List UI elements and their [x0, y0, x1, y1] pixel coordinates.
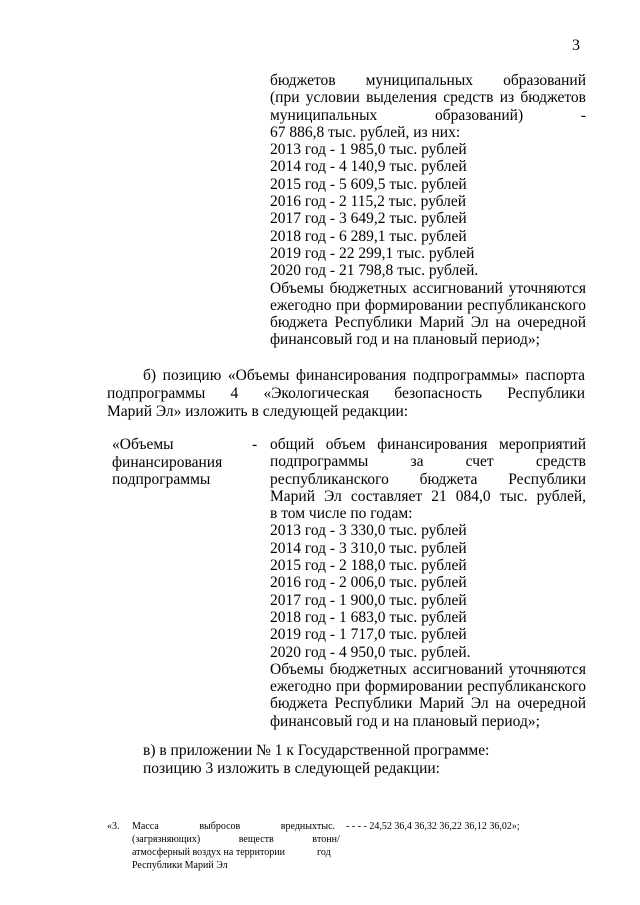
- page-number: 3: [572, 37, 580, 54]
- text-line: бюджета Республики Марий Эл на очередной: [270, 695, 586, 713]
- label-line: финансирования: [112, 453, 223, 471]
- name-line: Масса выбросов вредных: [132, 821, 317, 832]
- year-line-2014: 2014 год - 4 140,9 тыс. рублей: [270, 158, 467, 176]
- text-line: Объемы бюджетных ассигнований уточняются: [270, 660, 586, 678]
- text-line: подпрограммы 4 «Экологическая безопасность Республики: [107, 384, 585, 402]
- text-line: Объемы бюджетных ассигнований уточняются: [270, 279, 586, 297]
- year-line-2013: 2013 год - 3 330,0 тыс. рублей: [270, 522, 467, 540]
- text-line: ежегодно при формировании республиканского: [270, 296, 586, 314]
- text-line: [270, 72, 586, 89]
- name-line: атмосферный воздух на территории: [132, 847, 285, 858]
- text-line: бюджета Республики Марий Эл на очередной: [270, 314, 586, 332]
- year-line-2019: 2019 год - 22 299,1 тыс. рублей: [270, 244, 475, 262]
- year-line-2015: 2015 год - 2 188,0 тыс. рублей: [270, 557, 467, 575]
- year-line-2017: 2017 год - 3 649,2 тыс. рублей: [270, 210, 467, 228]
- name-line: Республики Марий Эл: [132, 860, 228, 871]
- year-line-2020: 2020 год - 21 798,8 тыс. рублей.: [270, 262, 479, 280]
- year-line-2020: 2020 год - 4 950,0 тыс. рублей.: [270, 643, 471, 661]
- year-line-2016: 2016 год - 2 006,0 тыс. рублей: [270, 574, 467, 592]
- row-number: «3.: [107, 821, 120, 832]
- year-line-2015: 2015 год - 5 609,5 тыс. рублей: [270, 175, 467, 193]
- indicator-values: - - - - 24,52 36,4 36,32 36,22 36,12 36,02»;: [346, 821, 520, 832]
- text-line: общий объем финансирования мероприятий: [270, 436, 586, 453]
- text-line: 67 886,8 тыс. рублей, из них:: [270, 123, 461, 141]
- text-line: Марий Эл» изложить в следующей редакции:: [107, 402, 409, 420]
- text-line: финансовый год и на плановый период»;: [270, 712, 540, 730]
- text-line: в) в приложении № 1 к Государственной программе:: [143, 742, 490, 759]
- unit-line: тыс.: [317, 821, 336, 832]
- paragraph-v: [143, 742, 583, 778]
- text-line: бюджетов муниципальных образований: [270, 72, 586, 89]
- year-line-2019: 2019 год - 1 717,0 тыс. рублей: [270, 626, 467, 644]
- paragraph-b: [107, 367, 585, 420]
- text-line: муниципальных образований) -: [270, 106, 586, 124]
- year-line-2014: 2014 год - 3 310,0 тыс. рублей: [270, 539, 467, 557]
- text-line: позицию 3 изложить в следующей редакции:: [143, 759, 440, 777]
- indicator-name: [132, 820, 330, 872]
- text-line: ежегодно при формировании республиканского: [270, 678, 586, 696]
- text-line: в том числе по годам:: [270, 505, 413, 523]
- year-line-2013: 2013 год - 1 985,0 тыс. рублей: [270, 141, 467, 159]
- text-line: (при условии выделения средств из бюджетов: [270, 89, 586, 107]
- unit-of-measure: [317, 820, 347, 859]
- dash-separator: -: [252, 436, 258, 453]
- funding-block-municipal: [270, 72, 586, 349]
- year-line-2017: 2017 год - 1 900,0 тыс. рублей: [270, 591, 467, 609]
- unit-line: тонн/: [317, 834, 340, 845]
- text-line: финансовый год и на плановый период»;: [270, 331, 540, 349]
- label-line: подпрограммы: [112, 471, 211, 489]
- label-line: «Объемы: [112, 436, 174, 453]
- year-line-2018: 2018 год - 6 289,1 тыс. рублей: [270, 227, 467, 245]
- total-amount-line: Марий Эл составляет 21 084,0 тыс. рублей,: [270, 487, 586, 505]
- text-line: подпрограммы за счет средств: [270, 453, 586, 471]
- text-line: республиканского бюджета Республики: [270, 470, 586, 488]
- name-line: (загрязняющих) веществ в: [132, 834, 317, 845]
- year-line-2018: 2018 год - 1 683,0 тыс. рублей: [270, 608, 467, 626]
- position-label: [112, 436, 257, 489]
- text-line: б) позицию «Объемы финансирования подпрограммы» паспорта: [143, 367, 585, 384]
- funding-block-subprogram: [270, 436, 586, 730]
- unit-line: год: [317, 847, 331, 858]
- year-line-2016: 2016 год - 2 115,2 тыс. рублей: [270, 193, 467, 211]
